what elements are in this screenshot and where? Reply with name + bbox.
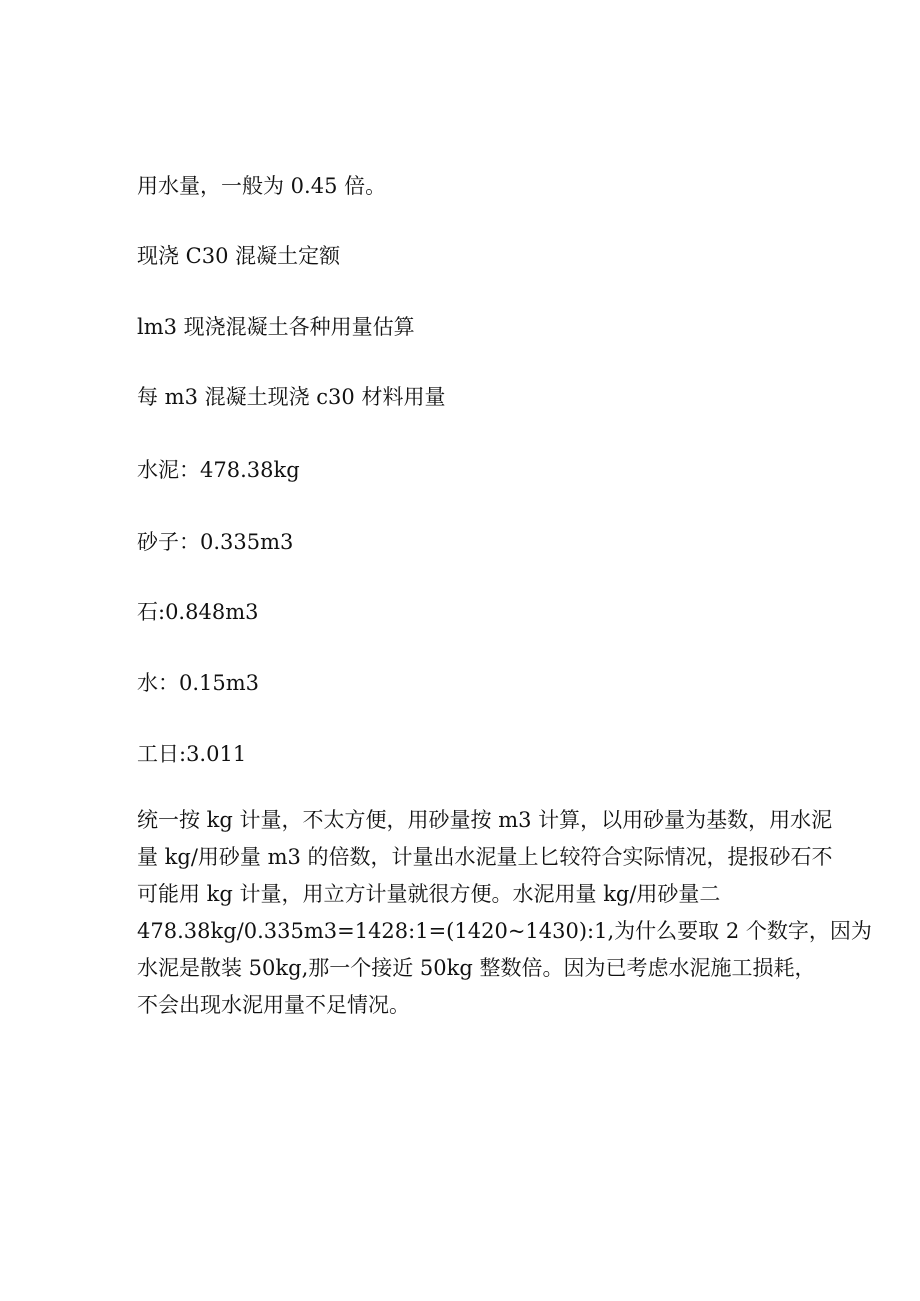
item-sand: 砂子：0.335m3: [137, 530, 294, 554]
paragraph-line: 水泥是散装 50kg,那一个接近 50kg 整数倍。因为已考虑水泥施工损耗，: [137, 956, 816, 980]
item-workdays: 工日:3.011: [137, 742, 247, 766]
paragraph-line: 量 kg/用砂量 m3 的倍数，计量出水泥量上匕较符合实际情况，提报砂石不: [137, 845, 833, 869]
explanation-paragraph: [137, 802, 872, 1024]
item-stone: 石:0.848m3: [137, 600, 259, 624]
heading-material-usage: 每 m3 混凝土现浇 c30 材料用量: [137, 385, 446, 409]
item-water: 水：0.15m3: [137, 671, 260, 695]
paragraph-line: 不会出现水泥用量不足情况。: [137, 993, 410, 1017]
heading-usage-estimate: lm3 现浇混凝土各种用量估算: [137, 315, 415, 339]
paragraph-line: 统一按 kg 计量，不太方便，用砂量按 m3 计算，以用砂量为基数，用水泥: [137, 808, 833, 832]
item-cement: 水泥：478.38kg: [137, 458, 300, 482]
text-line-water-ratio: 用水量，一般为 0.45 倍。: [137, 174, 387, 198]
paragraph-line: 可能用 kg 计量，用立方计量就很方便。水泥用量 kg/用砂量二: [137, 882, 721, 906]
paragraph-line: 478.38kg/0.335m3=1428:1=(1420~1430):1,为什么要取 2 个数字，因为: [137, 919, 872, 943]
heading-c30-quota: 现浇 C30 混凝土定额: [137, 244, 341, 268]
